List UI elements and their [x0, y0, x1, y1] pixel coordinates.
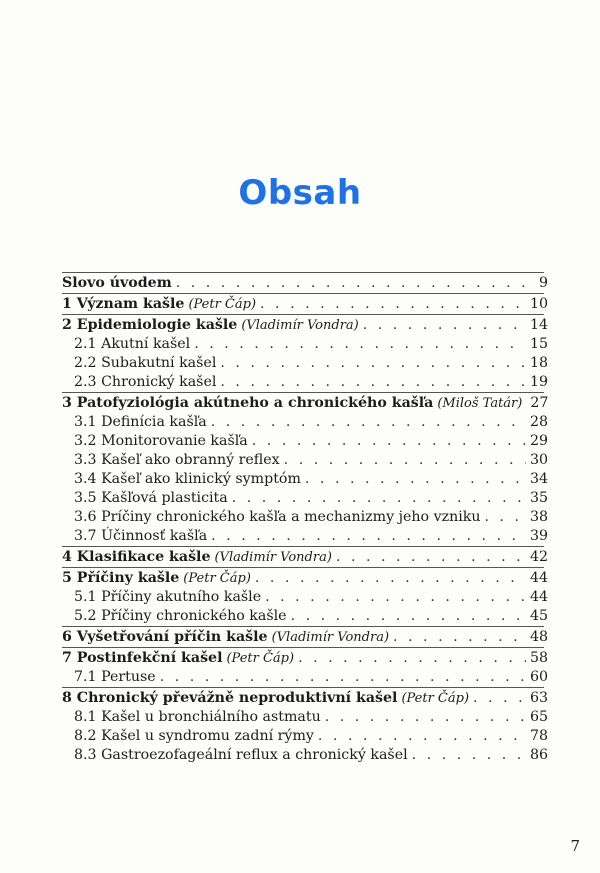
toc-entry-heading: [62, 294, 256, 315]
toc-entry-heading: [62, 627, 389, 648]
toc-entry-heading: [74, 451, 280, 470]
toc-entry-page-number: 29: [529, 433, 548, 449]
toc-entry-author: (Vladimír Vondra): [241, 318, 359, 333]
toc-chapter-entry[interactable]: [62, 273, 548, 293]
toc-entry-page-number: 9: [538, 275, 548, 291]
toc-entry-title: 3.3 Kašeľ ako obranný reflex: [74, 452, 280, 468]
page-title: Obsah: [238, 173, 362, 213]
dot-leader: [412, 746, 526, 765]
toc-subsection-entry[interactable]: [62, 451, 548, 470]
toc-entry-heading: [74, 607, 287, 626]
toc-entry-author: (Petr Čáp): [226, 651, 295, 666]
dot-leader: [473, 688, 526, 708]
toc-chapter-entry[interactable]: [62, 568, 548, 588]
dot-leader: [318, 727, 526, 746]
toc-entry-page-number: 44: [529, 570, 548, 586]
toc-entry-heading: [74, 588, 261, 607]
dot-leader: [211, 413, 526, 432]
dot-leader: [485, 508, 526, 527]
toc-entry-heading: [74, 373, 216, 392]
toc-chapter-entry[interactable]: [62, 294, 548, 314]
toc-entry-page-number: 14: [529, 317, 548, 333]
toc-entry-title: 5.1 Příčiny akutního kašle: [74, 589, 262, 605]
toc-chapter-entry[interactable]: [62, 315, 548, 335]
toc-subsection-entry[interactable]: [62, 668, 548, 687]
toc-entry-page-number: 28: [529, 414, 548, 430]
toc-entry-title: 7 Postinfekční kašel: [62, 650, 223, 666]
toc-entry-title: 4 Klasifikace kašle: [62, 549, 211, 565]
toc-entry-heading: [74, 668, 156, 687]
toc-entry-title: 5.2 Příčiny chronického kašle: [74, 608, 287, 624]
toc-subsection-entry[interactable]: [62, 354, 548, 373]
toc-subsection-entry[interactable]: [62, 527, 548, 546]
toc-entry-page-number: 86: [529, 747, 548, 763]
toc-entry-title: 2.3 Chronický kašel: [74, 374, 217, 390]
toc-subsection-entry[interactable]: [62, 508, 548, 527]
toc-subsection-entry[interactable]: [62, 335, 548, 354]
toc-entry-page-number: 19: [529, 374, 548, 390]
toc-entry-title: 3 Patofyziológia akútneho a chronického kašľa: [62, 395, 434, 411]
dot-leader: [265, 588, 526, 607]
toc-entry-page-number: 15: [529, 336, 548, 352]
dot-leader: [255, 568, 526, 588]
toc-entry-title: 2.2 Subakutní kašel: [74, 355, 217, 371]
toc-entry-page-number: 18: [529, 355, 548, 371]
toc-chapter-entry[interactable]: [62, 627, 548, 647]
toc-entry-author: (Vladimír Vondra): [214, 550, 332, 565]
toc-entry-title: 3.2 Monitorovanie kašľa: [74, 433, 248, 449]
dot-leader: [291, 607, 526, 626]
toc-entry-heading: [62, 648, 294, 669]
toc-entry-heading: [74, 489, 228, 508]
toc-entry-heading: [74, 470, 301, 489]
dot-leader: [336, 547, 526, 567]
toc-entry-author: (Petr Čáp): [188, 297, 257, 312]
toc-entry-page-number: 35: [529, 490, 548, 506]
toc-entry-page-number: 39: [529, 528, 548, 544]
toc-entry-title: 3.4 Kašeľ ako klinický symptóm: [74, 471, 301, 487]
toc-entry-title: 8 Chronický převážně neproduktivní kašel: [62, 690, 398, 706]
toc-entry-title: 5 Příčiny kašle: [62, 570, 180, 586]
dot-leader: [284, 451, 526, 470]
table-of-contents: [62, 272, 548, 765]
toc-entry-heading: [74, 432, 248, 451]
dot-leader: [194, 335, 526, 354]
dot-leader: [393, 627, 526, 647]
toc-entry-author: (Miloš Tatár): [437, 396, 523, 411]
toc-subsection-entry[interactable]: [62, 413, 548, 432]
dot-leader: [298, 648, 526, 668]
toc-entry-author: (Petr Čáp): [183, 571, 251, 586]
toc-subsection-entry[interactable]: [62, 708, 548, 727]
toc-entry-title: 8.3 Gastroezofageální reflux a chronický kašel: [74, 747, 408, 763]
dot-leader: [220, 373, 526, 392]
toc-subsection-entry[interactable]: [62, 727, 548, 746]
toc-entry-title: 8.1 Kašel u bronchiálního astmatu: [74, 709, 321, 725]
toc-entry-title: 2.1 Akutní kašel: [74, 336, 191, 352]
toc-entry-heading: [74, 708, 321, 727]
toc-entry-heading: [74, 527, 207, 546]
toc-entry-author: (Petr Čáp): [401, 691, 470, 706]
toc-subsection-entry[interactable]: [62, 588, 548, 607]
toc-entry-page-number: 30: [529, 452, 548, 468]
toc-entry-heading: [74, 413, 207, 432]
toc-entry-title: 3.1 Definícia kašľa: [74, 414, 207, 430]
dot-leader: [160, 668, 526, 687]
toc-subsection-entry[interactable]: [62, 432, 548, 451]
toc-chapter-entry[interactable]: [62, 393, 548, 413]
toc-entry-page-number: 38: [529, 509, 548, 525]
toc-entry-heading: [74, 335, 190, 354]
toc-subsection-entry[interactable]: [62, 470, 548, 489]
toc-subsection-entry[interactable]: [62, 746, 548, 765]
dot-leader: [325, 708, 526, 727]
toc-chapter-entry[interactable]: [62, 688, 548, 708]
toc-entry-page-number: 78: [529, 728, 548, 744]
dot-leader: [363, 315, 526, 335]
toc-entry-page-number: 65: [529, 709, 548, 725]
toc-entry-heading: [62, 568, 251, 589]
toc-entry-page-number: 34: [529, 471, 548, 487]
toc-entry-page-number: 27: [530, 395, 549, 411]
toc-subsection-entry[interactable]: [62, 373, 548, 392]
toc-entry-heading: [74, 727, 314, 746]
toc-entry-title: 3.6 Príčiny chronického kašľa a mechanizmy jeho vzniku: [74, 509, 481, 525]
toc-entry-heading: [62, 547, 332, 568]
toc-entry-title: 8.2 Kašel u syndromu zadní rýmy: [74, 728, 314, 744]
dot-leader: [305, 470, 526, 489]
toc-chapter-entry[interactable]: [62, 547, 548, 567]
dot-leader: [232, 489, 526, 508]
toc-entry-page-number: 10: [529, 296, 548, 312]
toc-entry-heading: [74, 508, 481, 527]
toc-entry-title: 1 Význam kašle: [62, 296, 185, 312]
toc-entry-author: (Vladimír Vondra): [271, 630, 390, 645]
dot-leader: [211, 527, 526, 546]
toc-entry-heading: [62, 393, 522, 414]
toc-entry-heading: [62, 315, 359, 336]
dot-leader: [220, 354, 526, 373]
dot-leader: [176, 273, 528, 293]
toc-entry-title: 3.7 Účinnosť kašľa: [74, 528, 208, 544]
page-number: 7: [570, 837, 580, 855]
toc-entry-heading: [62, 688, 469, 709]
toc-entry-title: 7.1 Pertuse: [74, 669, 156, 685]
toc-entry-page-number: 63: [529, 690, 548, 706]
toc-subsection-entry[interactable]: [62, 607, 548, 626]
toc-entry-page-number: 45: [529, 608, 548, 624]
toc-subsection-entry[interactable]: [62, 489, 548, 508]
toc-entry-heading: [74, 354, 216, 373]
toc-entry-title: 2 Epidemiologie kašle: [62, 317, 238, 333]
toc-chapter-entry[interactable]: [62, 648, 548, 668]
dot-leader: [252, 432, 526, 451]
toc-entry-title: 6 Vyšetřování příčin kašle: [62, 629, 268, 645]
toc-entry-heading: [62, 273, 172, 293]
toc-entry-title: 3.5 Kašľová plasticita: [74, 490, 228, 506]
toc-entry-title: Slovo úvodem: [62, 275, 172, 291]
toc-entry-page-number: 42: [529, 549, 548, 565]
toc-entry-page-number: 48: [529, 629, 548, 645]
toc-entry-heading: [74, 746, 408, 765]
dot-leader: [260, 294, 526, 314]
toc-entry-page-number: 60: [529, 669, 548, 685]
toc-entry-page-number: 58: [529, 650, 548, 666]
toc-entry-page-number: 44: [529, 589, 548, 605]
